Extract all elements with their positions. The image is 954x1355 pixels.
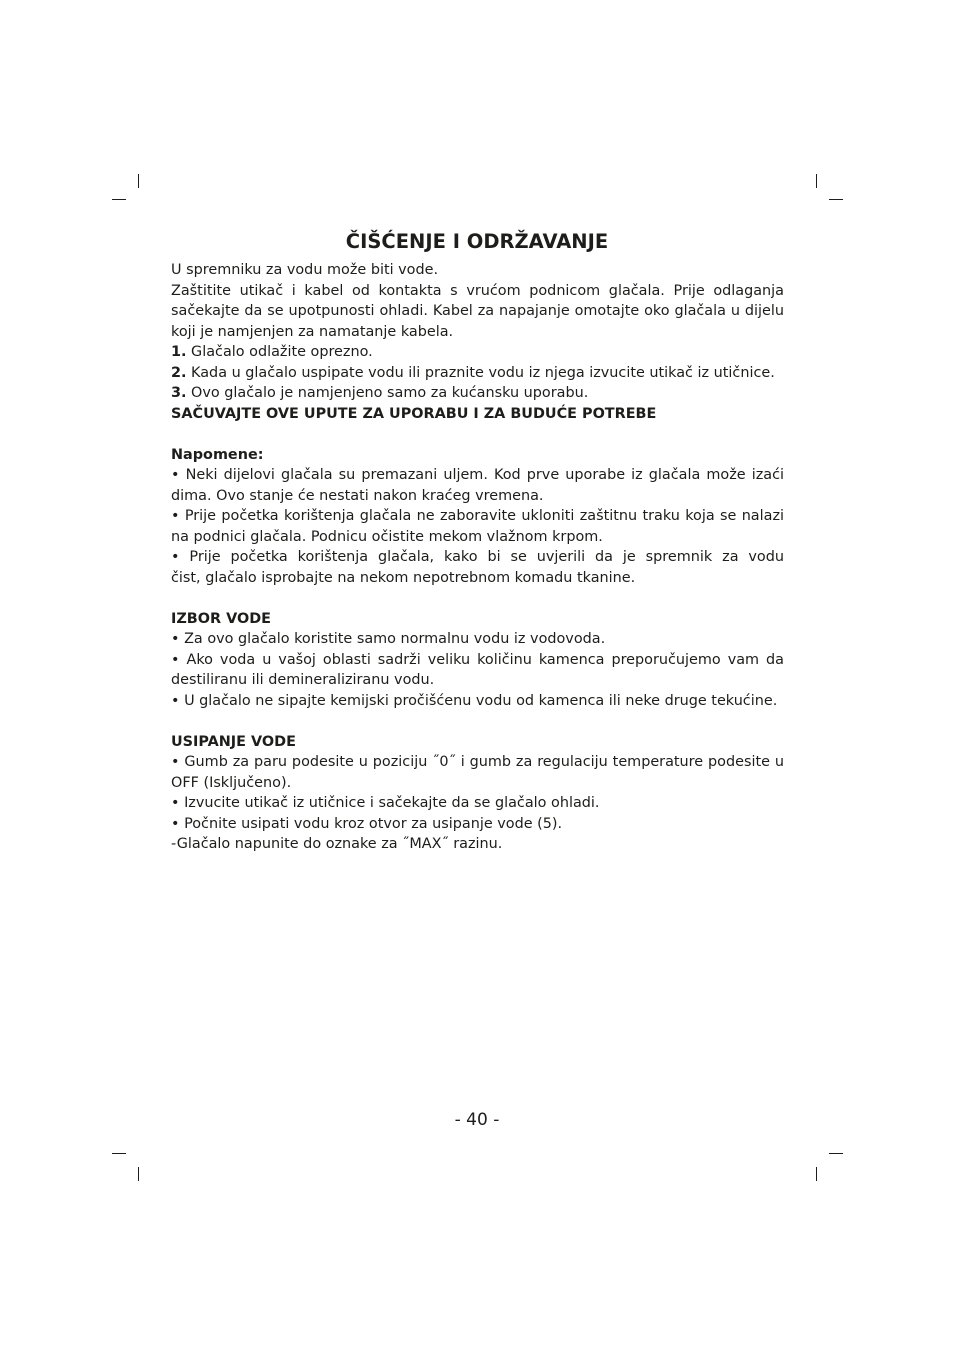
step-text: Kada u glačalo uspipate vodu ili praznite vodu iz njega izvucite utikač iz utičnice. [186,364,775,381]
notes-bullet: • Prije početka korištenja glačala ne zaboravite ukloniti zaštitnu traku koja se nalazi [171,508,784,524]
filling-bullet: • Počnite usipati vodu kroz otvor za usipanje vode (5). [171,815,563,832]
crop-mark-bottom-right-horizontal [829,1153,843,1154]
notes-bullet: • Prije početka korištenja glačala, kako bi se uvjerili da je spremnik za vodu [171,549,784,565]
filling-bullet-continuation: OFF (Isključeno). [171,774,292,791]
notes-bullet-continuation: na podnici glačala. Podnicu očistite mekom vlažnom krpom. [171,528,603,545]
document-body [171,260,784,855]
notes-bullet-continuation: dima. Ovo stanje će nestati nakon kraćeg vremena. [171,487,544,504]
water-choice-bullet: • Za ovo glačalo koristite samo normalnu vodu iz vodovoda. [171,631,606,647]
filling-bullet: -Glačalo napunite do oznake za ˝MAX˝ razinu. [171,836,503,852]
intro-line: koji je namjenjen za namatanje kabela. [171,323,454,340]
notes-bullet-continuation: čist, glačalo isprobajte na nekom nepotrebnom komadu tkanine. [171,569,636,586]
intro-line: Zaštitite utikač i kabel od kontakta s vrućom podnicom glačala. Prije odlaganja [171,282,784,299]
water-choice-bullet: • U glačalo ne sipajte kemijski pročišćenu vodu od kamenca ili neke druge tekućine. [171,692,778,709]
step-item [171,383,784,404]
step-item [171,363,784,384]
save-notice: SAČUVAJTE OVE UPUTE ZA UPORABU I ZA BUDUĆE POTREBE [171,405,657,422]
intro-line: sačekajte da se upotpunosti ohladi. Kabel za napajanje omotajte oko glačala u dijelu [171,303,784,319]
page-number: - 40 - [454,1110,500,1130]
spacer [171,424,784,445]
crop-mark-top-left-horizontal [112,199,126,200]
water-choice-bullet-continuation: destiliranu ili demineraliziranu vodu. [171,672,435,688]
step-number: 1. [171,344,187,360]
filling-bullet: • Gumb za paru podesite u poziciju ˝0˝ i gumb za regulaciju temperature podesite u [171,754,784,770]
intro-line: U spremniku za vodu može biti vode. [171,262,439,278]
water-choice-heading: IZBOR VODE [171,610,271,627]
step-item [171,342,784,363]
spacer [171,588,784,609]
step-number: 3. [171,385,187,401]
crop-mark-bottom-left-vertical [138,1167,139,1181]
crop-mark-bottom-left-horizontal [112,1153,126,1154]
step-text: Glačalo odlažite oprezno. [186,344,373,360]
step-number: 2. [171,364,187,381]
crop-mark-top-right-horizontal [829,199,843,200]
notes-heading: Napomene: [171,446,264,463]
page-title: ČIŠĆENJE I ODRŽAVANJE [345,230,609,253]
crop-mark-top-left-vertical [138,174,139,188]
step-text: Ovo glačalo je namjenjeno samo za kućansku uporabu. [186,385,589,401]
crop-mark-top-right-vertical [816,174,817,188]
spacer [171,711,784,732]
filling-heading: USIPANJE VODE [171,733,296,750]
water-choice-bullet: • Ako voda u vašoj oblasti sadrži veliku količinu kamenca preporučujemo vam da [171,651,784,668]
filling-bullet: • Izvucite utikač iz utičnice i sačekajte da se glačalo ohladi. [171,795,600,811]
crop-mark-bottom-right-vertical [816,1167,817,1181]
notes-bullet: • Neki dijelovi glačala su premazani uljem. Kod prve uporabe iz glačala može izaći [171,467,784,483]
